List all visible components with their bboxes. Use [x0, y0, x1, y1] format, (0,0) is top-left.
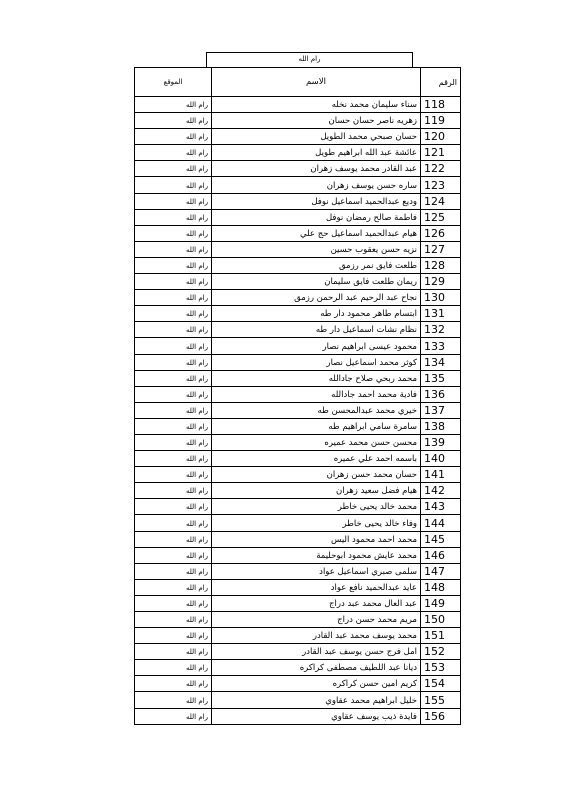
row-name: سامرة سامي ابراهيم طه [212, 418, 421, 434]
table-header-row [135, 68, 461, 97]
table-row [135, 241, 461, 257]
table-row [135, 322, 461, 338]
row-number: 138 [421, 418, 461, 434]
location-banner: رام الله [206, 52, 413, 67]
row-name: فاطمة صالح رمضان نوفل [212, 209, 421, 225]
row-name: طلعت فايق نمر رزمق [212, 257, 421, 273]
members-table [134, 67, 461, 725]
row-number: 139 [421, 434, 461, 450]
row-location: رام الله [135, 177, 212, 193]
row-name: وديع عبدالحميد اسماعيل نوفل [212, 193, 421, 209]
row-location: رام الله [135, 563, 212, 579]
row-location: رام الله [135, 274, 212, 290]
table-row [135, 306, 461, 322]
table-body [135, 97, 461, 725]
table-row [135, 338, 461, 354]
row-location: رام الله [135, 129, 212, 145]
table-row [135, 418, 461, 434]
table-row [135, 290, 461, 306]
row-number: 122 [421, 161, 461, 177]
row-name: سلمى صبري اسماعيل عواد [212, 563, 421, 579]
header-name: الاسم [212, 68, 421, 97]
row-location: رام الله [135, 209, 212, 225]
row-location: رام الله [135, 257, 212, 273]
row-name: عايد عبدالحميد نافع عواد [212, 579, 421, 595]
row-location: رام الله [135, 595, 212, 611]
table-row [135, 370, 461, 386]
row-name: كوثر محمد اسماعيل نصار [212, 354, 421, 370]
row-name: وفاء خالد يحيى خاطر [212, 515, 421, 531]
row-number: 148 [421, 579, 461, 595]
row-name: مريم محمد حسن دراج [212, 612, 421, 628]
row-number: 128 [421, 257, 461, 273]
table-row [135, 225, 461, 241]
row-location: رام الله [135, 241, 212, 257]
table-row [135, 676, 461, 692]
row-location: رام الله [135, 354, 212, 370]
table-row [135, 595, 461, 611]
table-row [135, 161, 461, 177]
row-location: رام الله [135, 660, 212, 676]
row-number: 141 [421, 467, 461, 483]
table-row [135, 547, 461, 563]
row-location: رام الله [135, 418, 212, 434]
table-row [135, 451, 461, 467]
row-name: نزيه حسن يعقوب حسين [212, 241, 421, 257]
row-name: محمد يوسف محمد عبد القادر [212, 628, 421, 644]
table-row [135, 274, 461, 290]
table-row [135, 113, 461, 129]
table-row [135, 209, 461, 225]
row-number: 154 [421, 676, 461, 692]
row-location: رام الله [135, 692, 212, 708]
row-name: محسن حسن محمد عميره [212, 434, 421, 450]
table-row [135, 563, 461, 579]
header-number: الرقم [421, 68, 461, 97]
table-row [135, 483, 461, 499]
row-name: سناء سليمان محمد نخله [212, 97, 421, 113]
row-name: حسان صبحي محمد الطويل [212, 129, 421, 145]
row-number: 127 [421, 241, 461, 257]
row-number: 129 [421, 274, 461, 290]
table-row [135, 515, 461, 531]
row-location: رام الله [135, 499, 212, 515]
row-number: 135 [421, 370, 461, 386]
row-location: رام الله [135, 161, 212, 177]
row-number: 147 [421, 563, 461, 579]
row-name: عائشة عبد الله ابراهيم طويل [212, 145, 421, 161]
row-name: كريم امين حسن كراكره [212, 676, 421, 692]
row-location: رام الله [135, 386, 212, 402]
table-row [135, 257, 461, 273]
row-name: باسمه احمد علي عميره [212, 451, 421, 467]
table-row [135, 354, 461, 370]
row-location: رام الله [135, 193, 212, 209]
row-name: هيام فضل سعيد زهران [212, 483, 421, 499]
table-row [135, 692, 461, 708]
row-name: هيام عبدالحميد اسماعيل حج علي [212, 225, 421, 241]
row-name: محمد خالد يحيى خاطر [212, 499, 421, 515]
row-location: رام الله [135, 145, 212, 161]
row-location: رام الله [135, 338, 212, 354]
table-row [135, 579, 461, 595]
row-location: رام الله [135, 370, 212, 386]
row-number: 133 [421, 338, 461, 354]
row-name: فايدة ذيب يوسف عقاوي [212, 708, 421, 724]
table-row [135, 145, 461, 161]
table-row [135, 467, 461, 483]
row-number: 142 [421, 483, 461, 499]
row-number: 125 [421, 209, 461, 225]
row-number: 151 [421, 628, 461, 644]
row-name: خليل ابراهيم محمد عقاوي [212, 692, 421, 708]
header-location: الموقع [135, 68, 212, 97]
row-name: خيري محمد عبدالمحسن طه [212, 402, 421, 418]
table-row [135, 612, 461, 628]
row-name: ريمان طلعت فايق سليمان [212, 274, 421, 290]
row-location: رام الله [135, 612, 212, 628]
row-number: 153 [421, 660, 461, 676]
table-row [135, 386, 461, 402]
row-number: 146 [421, 547, 461, 563]
row-number: 136 [421, 386, 461, 402]
table-row [135, 644, 461, 660]
row-name: نظام نشات اسماعيل دار طه [212, 322, 421, 338]
row-location: رام الله [135, 515, 212, 531]
row-number: 150 [421, 612, 461, 628]
row-name: محمد عايش محمود ابوحليمة [212, 547, 421, 563]
row-number: 119 [421, 113, 461, 129]
row-location: رام الله [135, 708, 212, 724]
row-location: رام الله [135, 225, 212, 241]
row-number: 149 [421, 595, 461, 611]
row-number: 156 [421, 708, 461, 724]
table-row [135, 499, 461, 515]
row-number: 121 [421, 145, 461, 161]
table-row [135, 402, 461, 418]
row-number: 131 [421, 306, 461, 322]
row-name: ابتسام طاهر محمود دار طه [212, 306, 421, 322]
row-number: 118 [421, 97, 461, 113]
row-number: 134 [421, 354, 461, 370]
row-location: رام الله [135, 434, 212, 450]
row-location: رام الله [135, 483, 212, 499]
table-row [135, 193, 461, 209]
table-row [135, 628, 461, 644]
row-location: رام الله [135, 306, 212, 322]
row-number: 132 [421, 322, 461, 338]
row-name: حسان محمد حسن زهران [212, 467, 421, 483]
table-row [135, 177, 461, 193]
row-number: 155 [421, 692, 461, 708]
row-name: عبد القادر محمد يوسف زهران [212, 161, 421, 177]
row-location: رام الله [135, 579, 212, 595]
row-name: فادية محمد احمد جادالله [212, 386, 421, 402]
row-number: 126 [421, 225, 461, 241]
document-sheet [134, 52, 413, 67]
row-number: 145 [421, 531, 461, 547]
row-location: رام الله [135, 451, 212, 467]
row-name: نجاح عبد الرحيم عبد الرحمن رزمق [212, 290, 421, 306]
row-number: 152 [421, 644, 461, 660]
row-location: رام الله [135, 676, 212, 692]
row-location: رام الله [135, 628, 212, 644]
row-number: 137 [421, 402, 461, 418]
table-row [135, 531, 461, 547]
row-number: 144 [421, 515, 461, 531]
row-name: محمد احمد محمود اليس [212, 531, 421, 547]
row-location: رام الله [135, 113, 212, 129]
row-name: ديانا عبد اللطيف مصطفى كراكره [212, 660, 421, 676]
table-row [135, 660, 461, 676]
row-number: 140 [421, 451, 461, 467]
row-location: رام الله [135, 402, 212, 418]
row-name: محمود عيسى ابراهيم نصار [212, 338, 421, 354]
table-row [135, 129, 461, 145]
row-number: 123 [421, 177, 461, 193]
row-location: رام الله [135, 467, 212, 483]
table-row [135, 434, 461, 450]
row-location: رام الله [135, 322, 212, 338]
row-name: ساره حسن يوسف زهران [212, 177, 421, 193]
row-location: رام الله [135, 290, 212, 306]
row-location: رام الله [135, 547, 212, 563]
row-number: 124 [421, 193, 461, 209]
row-location: رام الله [135, 97, 212, 113]
row-location: رام الله [135, 644, 212, 660]
row-name: عبد العال محمد عبد دراج [212, 595, 421, 611]
row-name: امل فرج حسن يوسف عبد القادر [212, 644, 421, 660]
row-name: محمد ربحي صلاح جادالله [212, 370, 421, 386]
table-row [135, 708, 461, 724]
row-number: 120 [421, 129, 461, 145]
table-row [135, 97, 461, 113]
row-location: رام الله [135, 531, 212, 547]
row-number: 143 [421, 499, 461, 515]
row-name: زهريه ناصر حسان حسان [212, 113, 421, 129]
row-number: 130 [421, 290, 461, 306]
